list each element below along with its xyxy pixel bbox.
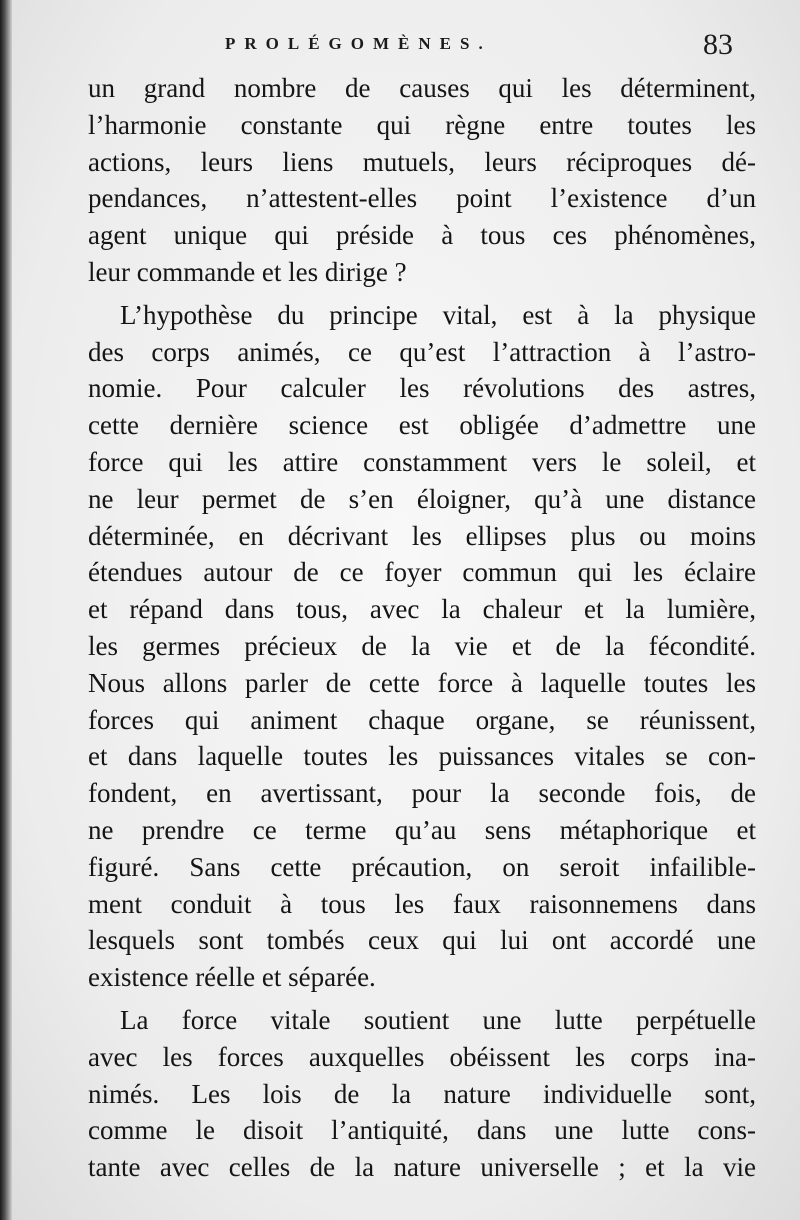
text-line: comme le disoit l’antiquité, dans une lutte cons- [88,1115,756,1146]
text-line: existence réelle et séparée. [88,962,376,993]
text-line: forces qui animent chaque organe, se réunissent, [88,704,756,735]
page-header [0,28,800,68]
text-line: et dans laquelle toutes les puissances vitales se con- [88,741,756,772]
text-line: figuré. Sans cette précaution, on seroit infailible- [88,851,756,882]
text-line: un grand nombre de causes qui les déterminent, [88,73,756,103]
text-line: actions, leurs liens mutuels, leurs réciproques dé- [88,146,756,177]
text-line: agent unique qui préside à tous ces phénomènes, [88,220,756,251]
page-binding-shadow [0,0,12,1220]
text-line: ne leur permet de s’en éloigner, qu’à une distance [88,483,756,514]
text-line: La force vitale soutient une lutte perpétuelle [120,1004,756,1035]
text-line: lesquels sont tombés ceux qui lui ont accordé une [88,925,756,956]
text-line: étendues autour de ce foyer commun qui les éclaire [88,557,756,588]
text-line: l’harmonie constante qui règne entre toutes les [88,109,756,140]
paragraph [88,297,756,996]
text-line: Nous allons parler de cette force à laquelle toutes les [88,667,756,698]
text-line: ment conduit à tous les faux raisonnemens dans [88,888,756,919]
text-line: nimés. Les lois de la nature individuelle sont, [88,1078,756,1109]
text-line: et répand dans tous, avec la chaleur et la lumière, [88,594,756,625]
text-line: leur commande et les dirige ? [88,256,407,287]
body-text [88,70,756,1186]
text-line: L’hypothèse du principe vital, est à la physique [120,299,756,330]
text-line: pendances, n’attestent-elles point l’existence d’un [88,183,756,214]
text-line: avec les forces auxquelles obéissent les corps ina- [88,1041,756,1072]
text-line: nomie. Pour calculer les révolutions des astres, [88,373,756,404]
text-line: fondent, en avertissant, pour la seconde fois, de [88,778,756,809]
running-title: PROLÉGOMÈNES. [225,34,492,53]
paragraph [88,70,756,291]
text-line: des corps animés, ce qu’est l’attraction à l’astro- [88,336,756,367]
paragraph [88,1002,756,1186]
text-line: tante avec celles de la nature universelle ; et la vie [88,1152,756,1183]
text-line: ne prendre ce terme qu’au sens métaphorique et [88,814,756,845]
text-line: déterminée, en décrivant les ellipses plus ou moins [88,520,756,551]
text-line: cette dernière science est obligée d’admettre une [88,410,756,441]
text-line: force qui les attire constamment vers le soleil, et [88,446,756,477]
page-number: 83 [703,28,733,61]
text-line: les germes précieux de la vie et de la fécondité. [88,630,756,661]
